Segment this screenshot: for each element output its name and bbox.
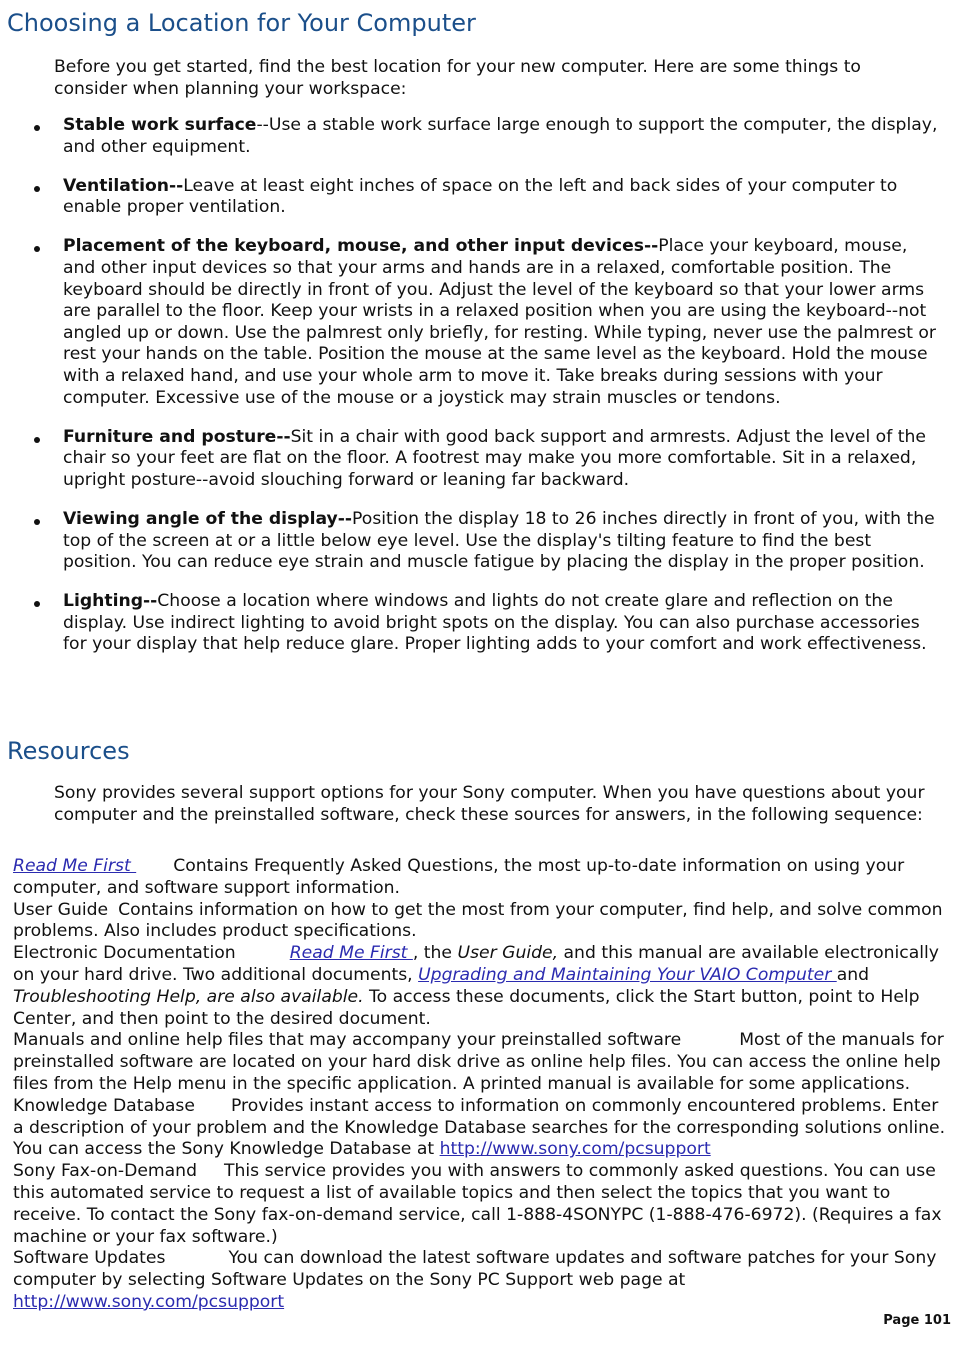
tip-text: --Use a stable work surface large enough to support the computer, the display, and other equipment. [63, 115, 938, 157]
resource-text: and this manual are available electronically on your hard drive. Two additional documents, [13, 943, 939, 985]
resource-description: This service provides you with answers to commonly asked questions. You can use this automated service to request a list of available topics and then select the topics that you want to receive. To contact the Sony fax-on-demand service, call 1-888-4SONYPC (1-888-476-6972). (Requires a fax machine or your fax software.) [13, 1161, 942, 1247]
tip-heading: Viewing angle of the display-- [63, 508, 353, 529]
resources-heading: Resources [7, 737, 130, 765]
workspace-tips-list [0, 115, 954, 673]
list-item [0, 236, 954, 409]
tip-text: Position the display 18 to 26 inches directly in front of you, with the top of the screen at or a little below eye level. Use the display's tilting feature to find the best position. You can reduce eye strain and muscle fatigue by placing the display in the proper position. [63, 508, 935, 573]
resource-description: Contains Frequently Asked Questions, the most up-to-date information on using your computer, and software support information. [13, 856, 905, 898]
bullet-icon [34, 519, 40, 525]
resource-description: You can download the latest software updates and software patches for your Sony computer by selecting Software Updates on the Sony PC Support web page at [13, 1248, 937, 1291]
troubleshooting-help-title: Troubleshooting Help, are also available. [13, 986, 364, 1007]
pcsupport-link[interactable]: http://www.sony.com/pcsupport [439, 1139, 711, 1160]
pcsupport-link[interactable]: http://www.sony.com/pcsupport [13, 1291, 285, 1312]
list-item [0, 176, 954, 219]
resources-intro: Sony provides several support options for your Sony computer. When you have questions about your computer and the preinstalled software, check these sources for answers, in the following sequence: [54, 783, 925, 825]
page-title: Choosing a Location for Your Computer [7, 9, 476, 37]
tip-heading: Placement of the keyboard, mouse, and other input devices-- [63, 236, 659, 257]
resource-label: Knowledge Database [13, 1095, 195, 1116]
list-item [0, 509, 954, 574]
tip-heading: Stable work surface [63, 115, 257, 135]
tip-text: Choose a location where windows and lights do not create glare and reflection on the display. Use indirect lighting to avoid bright spots on the display. You can also purchase accessories for your display that help reduce glare. Proper lighting adds to your comfort and work effectiveness. [63, 591, 927, 655]
tip-heading: Furniture and posture-- [63, 426, 291, 447]
resource-description: Most of the manuals for preinstalled software are located on your hard disk drive as online help files. You can access the online help files from the Help menu in the specific application. A printed manual is available for some applications. [13, 1030, 944, 1094]
list-item [0, 115, 954, 158]
resource-label: Software Updates [13, 1248, 166, 1269]
resource-read-me-first [13, 856, 948, 900]
read-me-first-link[interactable]: Read Me First [289, 943, 413, 964]
tip-text: Sit in a chair with good back support and armrests. Adjust the level of the chair so your feet are flat on the floor. A footrest may make you more comfortable. Sit in a relaxed, upright posture--avoid slouching forward or leaning far backward. [63, 426, 926, 490]
resource-text: To access these documents, click the Start button, point to Help Center, and then point to the desired document. [13, 986, 920, 1029]
tip-heading: Lighting-- [63, 591, 158, 612]
intro-paragraph: Before you get started, find the best location for your new computer. Here are some things to consider when planning your workspace: [54, 57, 861, 99]
resource-manuals-help-files [13, 1030, 948, 1095]
read-me-first-link[interactable]: Read Me First [13, 856, 137, 876]
bullet-icon [34, 601, 40, 607]
resource-text: , the [412, 943, 458, 964]
tip-heading: Ventilation-- [63, 175, 184, 196]
resource-label: Electronic Documentation [13, 943, 236, 964]
resource-label: User Guide [13, 899, 109, 920]
bullet-icon [34, 186, 40, 192]
tip-text: Place your keyboard, mouse, and other input devices so that your arms and hands are in a relaxed, comfortable position. The keyboard should be directly in front of you. Adjust the level of the keyboard so that your lower arms are parallel to the floor. Keep your wrists in a relaxed position when you are using the keyboard--not angled up or down. Use the palmrest only briefly, for resting. While typing, never use the palmrest or rest your hands on the table. Position the mouse at the same level as the keyboard. Hold the mouse with a relaxed hand, and use your whole arm to move it. Take breaks during sessions with your computer. Excessive use of the mouse or a joystick may strain muscles or tendons. [63, 236, 936, 408]
resource-label: Sony Fax-on-Demand [13, 1161, 197, 1182]
resource-user-guide [13, 900, 948, 944]
resource-software-updates [13, 1248, 948, 1313]
resource-label: Manuals and online help files that may accompany your preinstalled software [13, 1030, 682, 1051]
resource-description: Contains information on how to get the most from your computer, find help, and solve common problems. Also includes product specifications. [13, 899, 943, 942]
bullet-icon [34, 437, 40, 443]
resource-text: and [836, 964, 870, 985]
list-item [0, 591, 954, 656]
resources-list [13, 856, 948, 1314]
bullet-icon [34, 125, 40, 131]
page-number: Page 101 [883, 1313, 951, 1328]
user-guide-title: User Guide, [457, 943, 559, 964]
upgrading-maintaining-link[interactable]: Upgrading and Maintaining Your VAIO Computer [418, 964, 837, 985]
tip-text: Leave at least eight inches of space on the left and back sides of your computer to enable proper ventilation. [63, 175, 898, 218]
list-item [0, 427, 954, 492]
bullet-icon [34, 246, 40, 252]
resource-electronic-documentation [13, 943, 948, 1030]
resource-fax-on-demand [13, 1161, 948, 1248]
resource-description: Provides instant access to information on commonly encountered problems. Enter a description of your problem and the Knowledge Database searches for the corresponding solutions online. You can access the Sony Knowledge Database at [13, 1095, 946, 1160]
resource-knowledge-database [13, 1096, 948, 1161]
